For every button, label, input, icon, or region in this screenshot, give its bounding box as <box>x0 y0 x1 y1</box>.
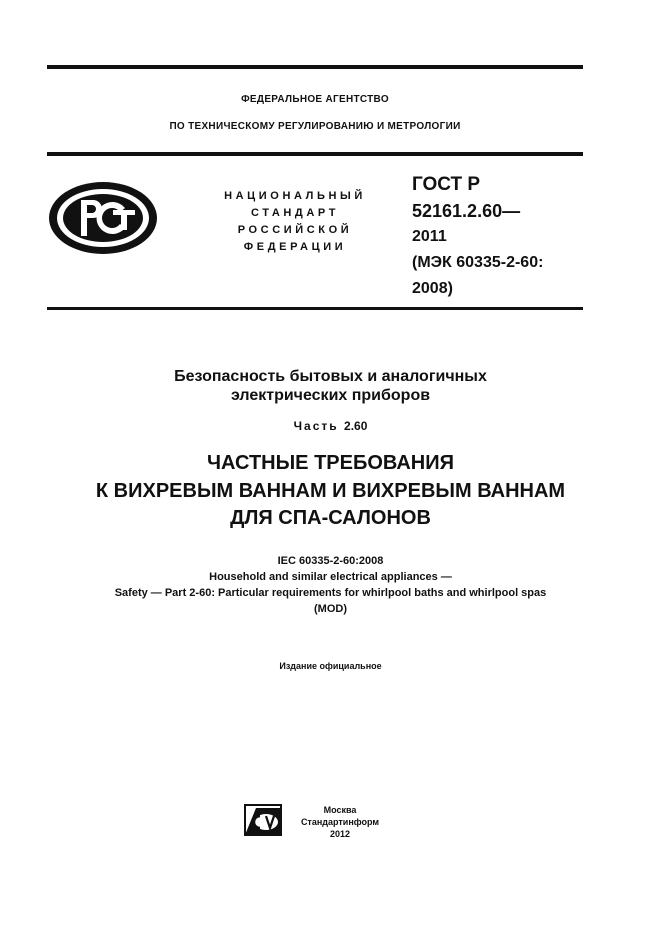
iec-reference: IEC 60335-2-60:2008 <box>277 555 384 567</box>
standard-designation <box>412 172 543 302</box>
part-value: 2.60 <box>344 419 368 433</box>
designation-divider <box>47 307 583 310</box>
part-label: Часть <box>293 419 339 433</box>
header-divider <box>47 152 583 156</box>
rst-certification-logo-icon <box>47 180 159 256</box>
publisher-name: Стандартинформ <box>300 817 380 827</box>
publisher-year: 2012 <box>329 829 351 839</box>
heading-line2: К ВИХРЕВЫМ ВАННАМ И ВИХРЕВЫМ ВАННАМ <box>95 480 566 502</box>
designation-line5: 2008) <box>412 280 453 297</box>
designation-line2: 52161.2.60— <box>412 201 521 221</box>
heading-line3: ДЛЯ СПА-САЛОНОВ <box>230 507 431 529</box>
publisher-info <box>293 804 387 840</box>
national-standard-line3: РОССИЙСКОЙ <box>237 224 353 236</box>
agency-name-line2: ПО ТЕХНИЧЕСКОМУ РЕГУЛИРОВАНИЮ И МЕТРОЛОГИИ <box>169 121 461 132</box>
national-standard-line1: НАЦИОНАЛЬНЫЙ <box>224 190 366 202</box>
part-number <box>0 419 661 433</box>
agency-name-line1: ФЕДЕРАЛЬНОЕ АГЕНТСТВО <box>241 94 389 105</box>
standartinform-logo-icon <box>244 804 282 836</box>
iec-title-line2: Safety — Part 2-60: Particular requirements for whirlpool baths and whirlpool spas <box>114 587 547 599</box>
publisher-city: Москва <box>323 805 357 815</box>
designation-line4: (МЭК 60335-2-60: <box>412 254 544 271</box>
designation-line1: ГОСТ Р <box>412 174 481 195</box>
national-standard-label <box>200 188 390 256</box>
top-rule <box>47 65 583 69</box>
title-line1: Безопасность бытовых и аналогичных <box>174 368 487 385</box>
iec-title-line1: Household and similar electrical appliances — <box>209 571 452 583</box>
national-standard-line4: ФЕДЕРАЦИИ <box>243 241 347 253</box>
national-standard-line2: СТАНДАРТ <box>250 207 340 219</box>
title-line2: электрических приборов <box>230 387 431 404</box>
edition-label: Издание официальное <box>279 661 382 671</box>
designation-line3: 2011 <box>412 228 447 245</box>
iec-modification: (MOD) <box>314 603 347 615</box>
heading-line1: ЧАСТНЫЕ ТРЕБОВАНИЯ <box>207 452 454 474</box>
